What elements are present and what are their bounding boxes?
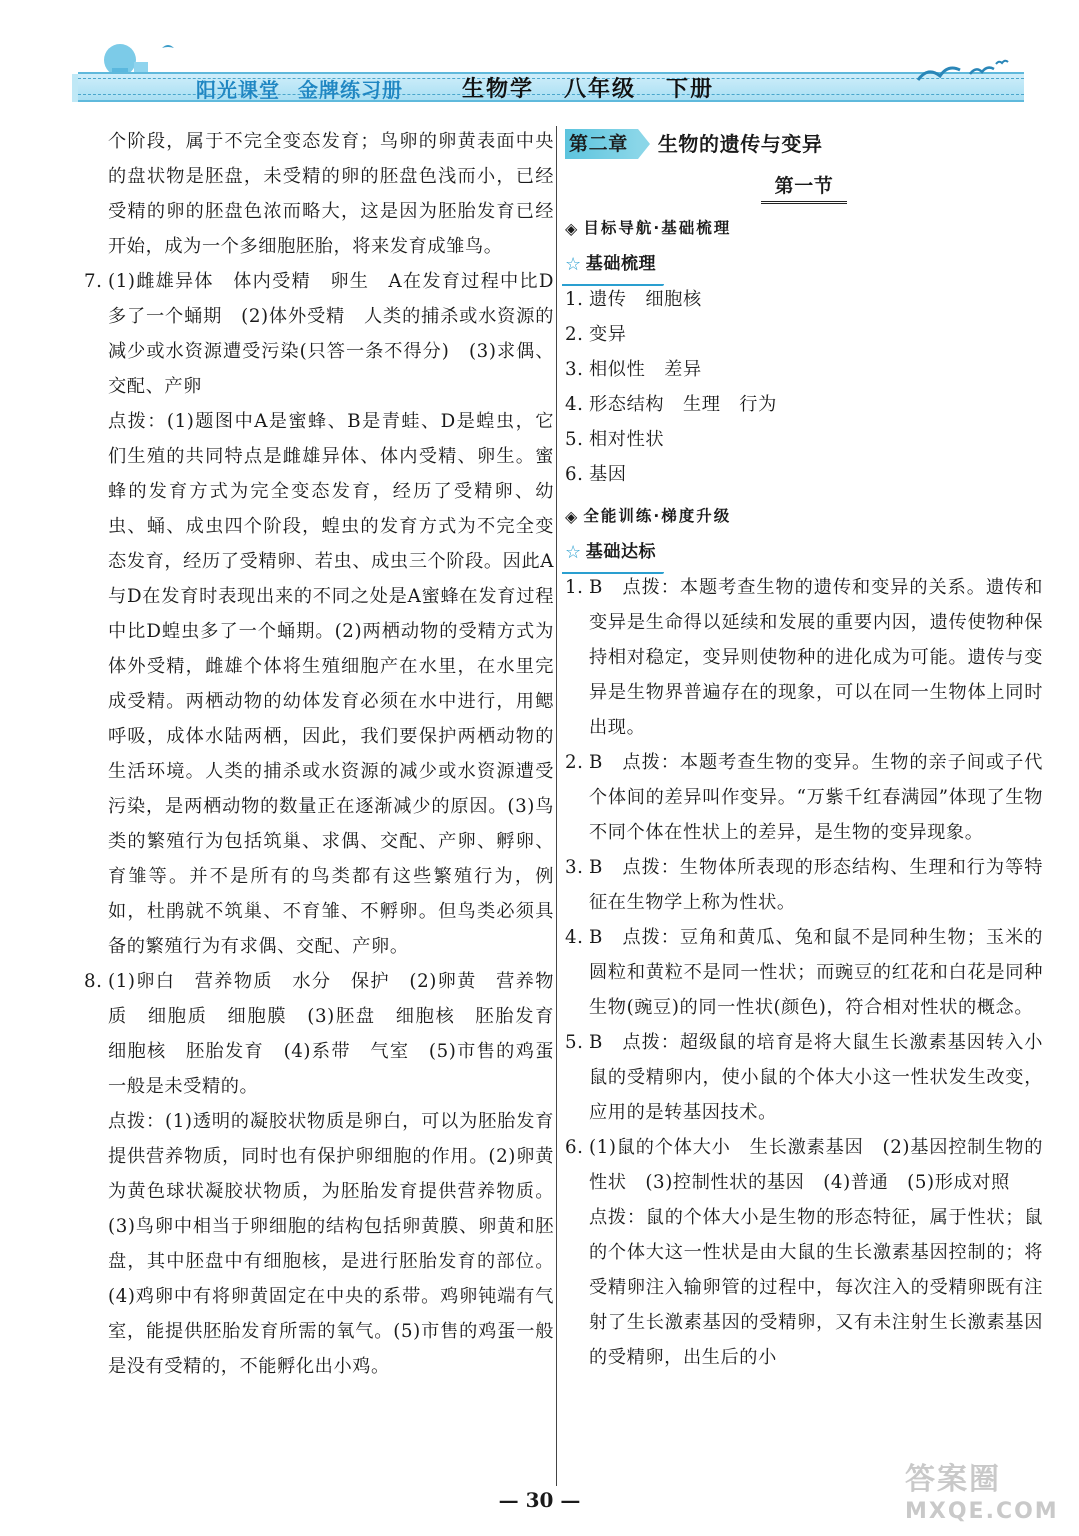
- answer-item-1: [565, 570, 1043, 745]
- left-column: [84, 124, 573, 1384]
- answer-item-4: [565, 920, 1043, 1025]
- item-number: 4.: [565, 394, 584, 415]
- chapter-tag: 第二章: [565, 129, 638, 159]
- item-text: 基因: [589, 464, 627, 485]
- answer-text: B 点拨：豆角和黄瓜、兔和鼠不是同种生物；玉米的圆粒和黄粒不是同一性状；而豌豆的红花和白花是同种生物(豌豆)的同一性状(颜色)，符合相对性状的概念。: [589, 927, 1043, 1018]
- answer-text: (1)雌雄异体 体内受精 卵生 A在发育过程中比D多了一个蛹期 (2)体外受精 人类的捕杀或水资源的减少或水资源遭受污染(只答一条不得分) (3)求偶、交配、产卵: [108, 271, 554, 397]
- answer-8-explanation: [84, 1104, 554, 1384]
- brand-name: [196, 74, 421, 103]
- star-icon: ☆: [565, 541, 582, 563]
- basic-item-4: [565, 387, 1043, 422]
- watermark-text-bottom: MXQE.COM: [905, 1499, 1059, 1524]
- seagulls-icon: [908, 54, 1018, 94]
- item-number: 3.: [565, 857, 584, 878]
- item-text: 相对性状: [589, 429, 665, 450]
- subheading-basics: [565, 246, 1043, 282]
- answer-7-explanation: [84, 404, 554, 964]
- chapter-heading: [565, 126, 1043, 162]
- answer-text: B 点拨：生物体所表现的形态结构、生理和行为等特征在生物学上称为性状。: [589, 857, 1043, 913]
- nav-heading-1: [565, 210, 1043, 246]
- item-number: 4.: [565, 927, 584, 948]
- section-heading: [565, 168, 1043, 204]
- item-text: 形态结构 生理 行为: [589, 394, 777, 415]
- item-number: 5.: [565, 429, 584, 450]
- item-number: 3.: [565, 359, 584, 380]
- answer-item-2: [565, 745, 1043, 850]
- page-number: — 30 —: [498, 1488, 581, 1512]
- basic-item-6: [565, 457, 1043, 492]
- book-title: [462, 72, 744, 103]
- item-number: 2.: [565, 752, 584, 773]
- item-number: 2.: [565, 324, 584, 345]
- answer-8: [84, 964, 573, 1104]
- item-text: 遗传 细胞核: [589, 289, 702, 310]
- basic-item-1: [565, 282, 1043, 317]
- item-text: 变异: [589, 324, 627, 345]
- answer-item-6: [565, 1130, 1043, 1200]
- star-icon: ☆: [565, 253, 582, 275]
- chapter-title: 生物的遗传与变异: [657, 131, 823, 156]
- answer-item-3: [565, 850, 1043, 920]
- brand-part-2: 金牌练习册: [298, 78, 403, 102]
- basic-item-3: [565, 352, 1043, 387]
- basic-item-2: [565, 317, 1043, 352]
- basic-item-5: [565, 422, 1043, 457]
- explanation-text: 点拨：鼠的个体大小是生物的形态特征，属于性状；鼠的个体大这一性状是由大鼠的生长激素基因控制的；将受精卵注入输卵管的过程中，每次注入的受精卵既有注射了生长激素基因的受精卵，又有未注射生长激素基因的受精卵，出生后的小: [589, 1207, 1043, 1368]
- answer-text: B 点拨：本题考查生物的变异。生物的亲子间或子代个体间的差异叫作变异。“万紫千红春满园”体现了生物不同个体在性状上的差异，是生物的变异现象。: [589, 752, 1043, 843]
- watermark-logo: [905, 1462, 1075, 1534]
- answer-item-5: [565, 1025, 1043, 1130]
- subheading-standards: [565, 534, 1043, 570]
- grade: 八年级: [564, 77, 637, 102]
- nav-heading-2: [565, 498, 1043, 534]
- page-header: [78, 62, 1024, 104]
- explanation-text: 点拨：(1)透明的凝胶状物质是卵白，可以为胚胎发育提供营养物质，同时也有保护卵细胞的作用。(2)卵黄为黄色球状凝胶状物质，为胚胎发育提供营养物质。(3)鸟卵中相当于卵细胞的结构包括卵黄膜、卵黄和胚盘，其中胚盘中有细胞核，是进行胚胎发育的部位。(4)鸡卵中有将卵黄固定在中央的系带。鸡卵钝端有气室，能提供胚胎发育所需的氧气。(5)市售的鸡蛋一般是没有受精的，不能孵化出小鸡。: [108, 1111, 554, 1377]
- column-divider: [556, 126, 557, 1486]
- subheading-text: 基础达标: [584, 535, 664, 570]
- item-number: 7.: [84, 271, 103, 292]
- subheading-text: 基础梳理: [584, 247, 664, 282]
- section-title: 第一节: [761, 171, 848, 204]
- watermark-text-top: 答案圈: [905, 1462, 1001, 1497]
- answer-7: [84, 264, 554, 404]
- item-number: 1.: [565, 577, 584, 598]
- item-number: 5.: [565, 1032, 584, 1053]
- diamond-icon: ◈: [565, 218, 580, 238]
- item-number: 1.: [565, 289, 584, 310]
- item-number: 6.: [565, 464, 584, 485]
- answer-text: (1)鼠的个体大小 生长激素基因 (2)基因控制生物的性状 (3)控制性状的基因 (4)普通 (5)形成对照: [589, 1137, 1043, 1193]
- item-number: [565, 1200, 589, 1375]
- volume: 下册: [666, 77, 715, 102]
- answer-6-continued: [84, 124, 554, 264]
- item-text: 相似性 差异: [589, 359, 702, 380]
- brand-part-1: 阳光课堂: [196, 78, 280, 102]
- nav-heading-text: 全能训练·梯度升级: [583, 506, 732, 525]
- item-number: [84, 404, 108, 964]
- subject: 生物学: [462, 77, 535, 102]
- answer-text: 个阶段，属于不完全变态发育；鸟卵的卵黄表面中央的盘状物是胚盘，未受精的卵的胚盘色浅而小，已经受精的卵的胚盘色浓而略大，这是因为胚胎发育已经开始，成为一个多细胞胚胎，将来发育成雏鸟。: [108, 131, 554, 257]
- item-number: [84, 1104, 108, 1384]
- item-number: 8.: [84, 971, 103, 992]
- item-number: 6.: [565, 1137, 584, 1158]
- answer-text: B 点拨：本题考查生物的遗传和变异的关系。遗传和变异是生命得以延续和发展的重要内因，遗传使物种保持相对稳定，变异则使物种的进化成为可能。遗传与变异是生物界普遍存在的现象，可以在同一生物体上同时出现。: [589, 577, 1043, 738]
- item-number: [84, 124, 108, 264]
- answer-text: B 点拨：超级鼠的培育是将大鼠生长激素基因转入小鼠的受精卵内，使小鼠的个体大小这一性状发生改变，应用的是转基因技术。: [589, 1032, 1043, 1123]
- answer-item-6-explanation: [565, 1200, 1043, 1375]
- diamond-icon: ◈: [565, 506, 580, 526]
- nav-heading-text: 目标导航·基础梳理: [583, 218, 732, 237]
- answer-text: (1)卵白 营养物质 水分 保护 (2)卵黄 营养物质 细胞质 细胞膜 (3)胚盘 细胞核 胚胎发育 细胞核 胚胎发育 (4)系带 气室 (5)市售的鸡蛋一般是未受精的。: [108, 971, 573, 1097]
- explanation-text: 点拨：(1)题图中A是蜜蜂、B是青蛙、D是蝗虫，它们生殖的共同特点是雌雄异体、体内受精、卵生。蜜蜂的发育方式为完全变态发育，经历了受精卵、幼虫、蛹、成虫四个阶段，蝗虫的发育方式为不完全变态发育，经历了受精卵、若虫、成虫三个阶段。因此A与D在发育时表现出来的不同之处是A蜜蜂在发育过程中比D蝗虫多了一个蛹期。(2)两栖动物的受精方式为体外受精，雌雄个体将生殖细胞产在水里，在水里完成受精。两栖动物的幼体发育必须在水中进行，用鳃呼吸，成体水陆两栖，因此，我们要保护两栖动物的生活环境。人类的捕杀或水资源的减少或水资源遭受污染，是两栖动物的数量正在逐渐减少的原因。(3)鸟类的繁殖行为包括筑巢、求偶、交配、产卵、孵卵、育雏等。并不是所有的鸟类都有这些繁殖行为，例如，杜鹃就不筑巢、不育雏、不孵卵。但鸟类必须具备的繁殖行为有求偶、交配、产卵。: [108, 411, 554, 957]
- right-column: [565, 124, 1043, 1375]
